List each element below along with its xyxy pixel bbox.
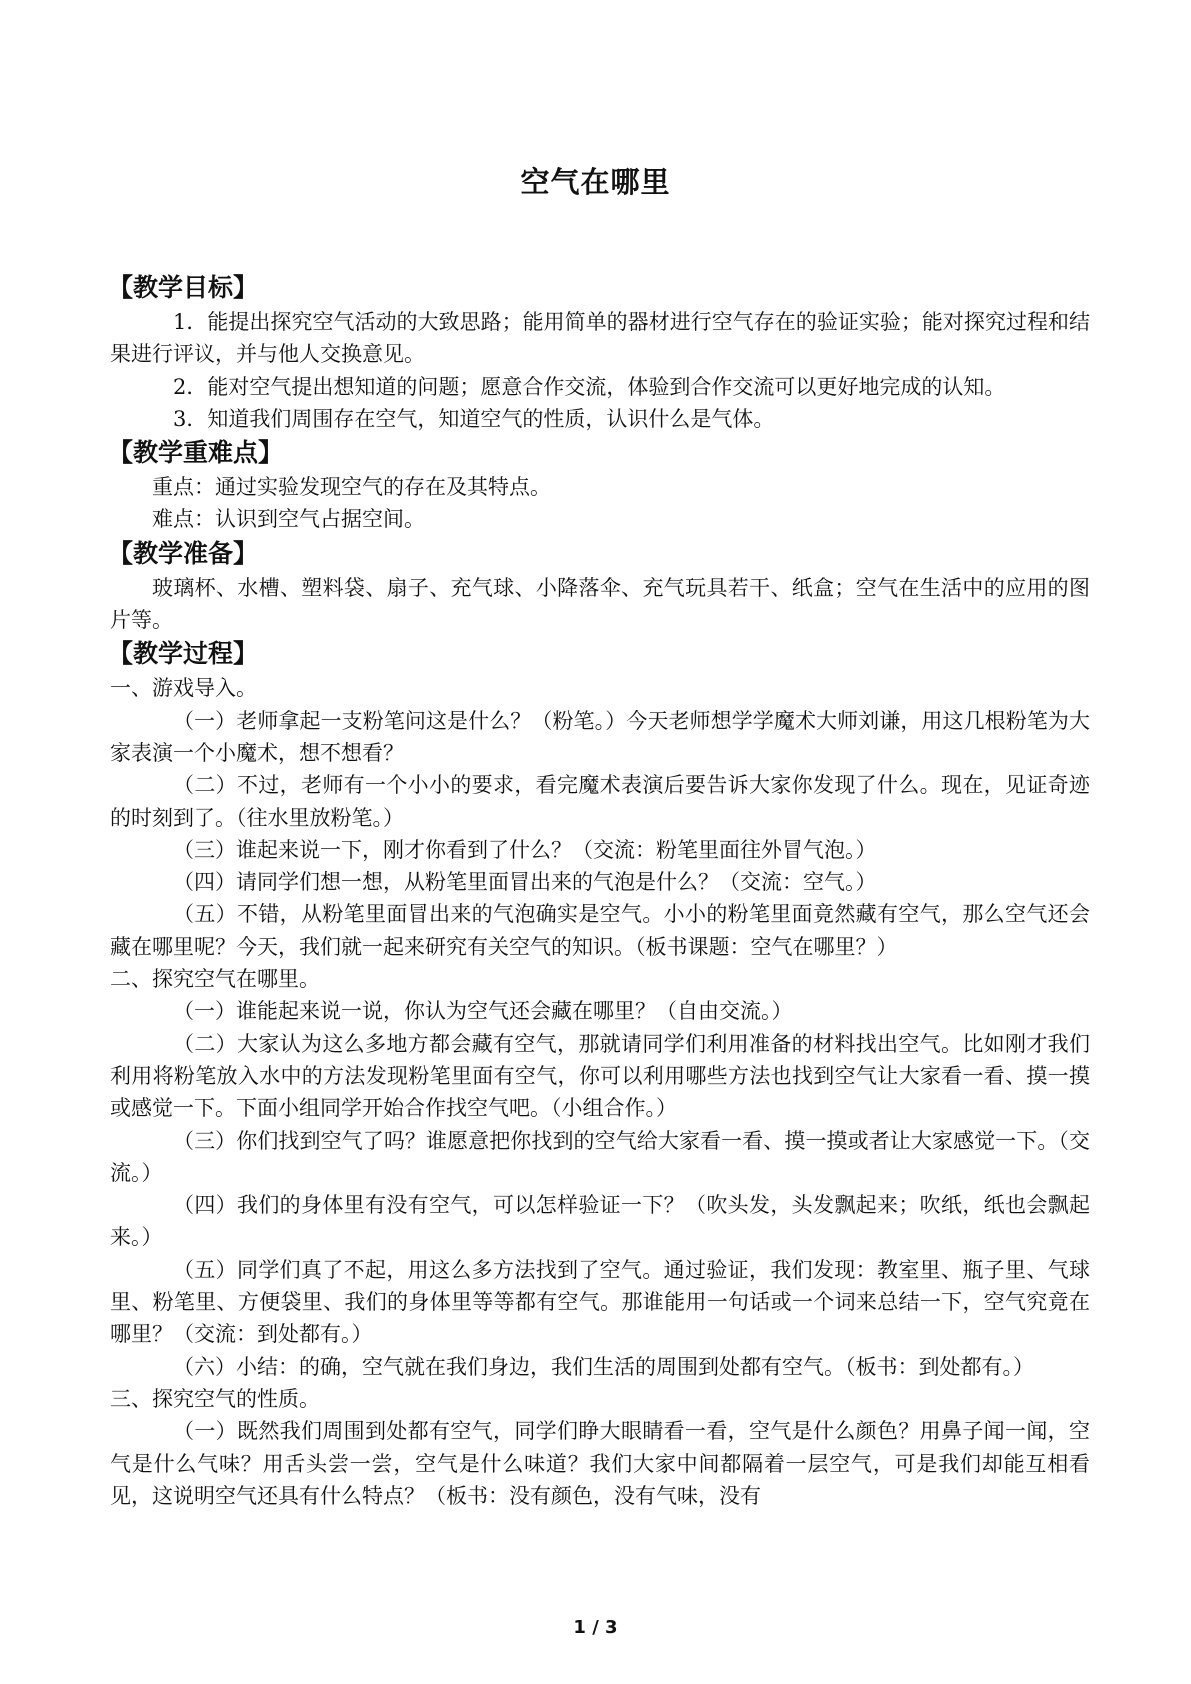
- preparation-text: 玻璃杯、水槽、塑料袋、扇子、充气球、小降落伞、充气玩具若干、纸盒；空气在生活中的应用的图片等。: [110, 575, 1090, 633]
- process-step: （五）不错，从粉笔里面冒出来的气泡确实是空气。小小的粉笔里面竟然藏有空气，那么空气还会藏在哪里呢？今天，我们就一起来研究有关空气的知识。（板书课题：空气在哪里？）: [110, 902, 1090, 959]
- page-number: 1 / 3: [573, 1617, 618, 1638]
- document-title: 空气在哪里: [520, 165, 671, 199]
- process-step: （五）同学们真了不起，用这么多方法找到了空气。通过验证，我们发现：教室里、瓶子里、气球里、粉笔里、方便袋里、我们的身体里等等都有空气。那谁能用一句话或一个词来总结一下，空气究竟在哪里？（交流：到处都有。）: [110, 1257, 1090, 1347]
- key-point-item: 难点：认识到空气占据空间。: [152, 507, 425, 532]
- key-point-item: 重点：通过实验发现空气的存在及其特点。: [152, 475, 551, 500]
- process-part-title: 二、探究空气在哪里。: [110, 967, 320, 992]
- process-step: （一）既然我们周围到处都有空气，同学们睁大眼睛看一看，空气是什么颜色？用鼻子闻一闻，空气是什么气味？用舌头尝一尝，空气是什么味道？我们大家中间都隔着一层空气，可是我们却能互相看见，这说明空气还具有什么特点？（板书：没有颜色，没有气味，没有: [110, 1419, 1090, 1508]
- process-step: （二）不过，老师有一个小小的要求，看完魔术表演后要告诉大家你发现了什么。现在，见证奇迹的时刻到了。（往水里放粉笔。）: [110, 773, 1090, 830]
- process-step: （六）小结：的确，空气就在我们身边，我们生活的周围到处都有空气。（板书：到处都有。）: [173, 1354, 1034, 1379]
- process-step: （二）大家认为这么多地方都会藏有空气，那就请同学们利用准备的材料找出空气。比如刚才我们利用将粉笔放入水中的方法发现粉笔里面有空气，你可以利用哪些方法也找到空气让大家看一看、摸一摸或感觉一下。下面小组同学开始合作找空气吧。（小组合作。）: [110, 1031, 1090, 1121]
- process-step: （三）谁起来说一下，刚才你看到了什么？（交流：粉笔里面往外冒气泡。）: [173, 837, 877, 862]
- process-step: （四）请同学们想一想，从粉笔里面冒出来的气泡是什么？（交流：空气。）: [173, 870, 877, 895]
- process-step: （三）你们找到空气了吗？谁愿意把你找到的空气给大家看一看、摸一摸或者让大家感觉一下。（交流。）: [110, 1128, 1090, 1185]
- process-part-title: 一、游戏导入。: [110, 676, 257, 701]
- objective-item: 2．能对空气提出想知道的问题；愿意合作交流，体验到合作交流可以更好地完成的认知。: [173, 374, 1006, 399]
- section-heading-objectives: 【教学目标】: [108, 273, 259, 302]
- process-step: （一）老师拿起一支粉笔问这是什么？（粉笔。）今天老师想学学魔术大师刘谦，用这几根粉笔为大家表演一个小魔术，想不想看？: [110, 708, 1090, 765]
- section-heading-process: 【教学过程】: [108, 639, 259, 669]
- section-heading-preparation: 【教学准备】: [108, 538, 259, 568]
- process-part-title: 三、探究空气的性质。: [110, 1386, 320, 1411]
- process-step: （四）我们的身体里有没有空气，可以怎样验证一下？（吹头发，头发飘起来；吹纸，纸也会飘起来。）: [110, 1193, 1090, 1250]
- process-step: （一）谁能起来说一说，你认为空气还会藏在哪里？（自由交流。）: [173, 999, 793, 1024]
- objective-item: 1．能提出探究空气活动的大致思路；能用简单的器材进行空气存在的验证实验；能对探究过程和结果进行评议，并与他人交换意见。: [110, 310, 1090, 367]
- objective-item: 3．知道我们周围存在空气，知道空气的性质，认识什么是气体。: [173, 406, 775, 431]
- section-heading-key-points: 【教学重难点】: [108, 438, 284, 468]
- document-body: [110, 270, 1090, 1512]
